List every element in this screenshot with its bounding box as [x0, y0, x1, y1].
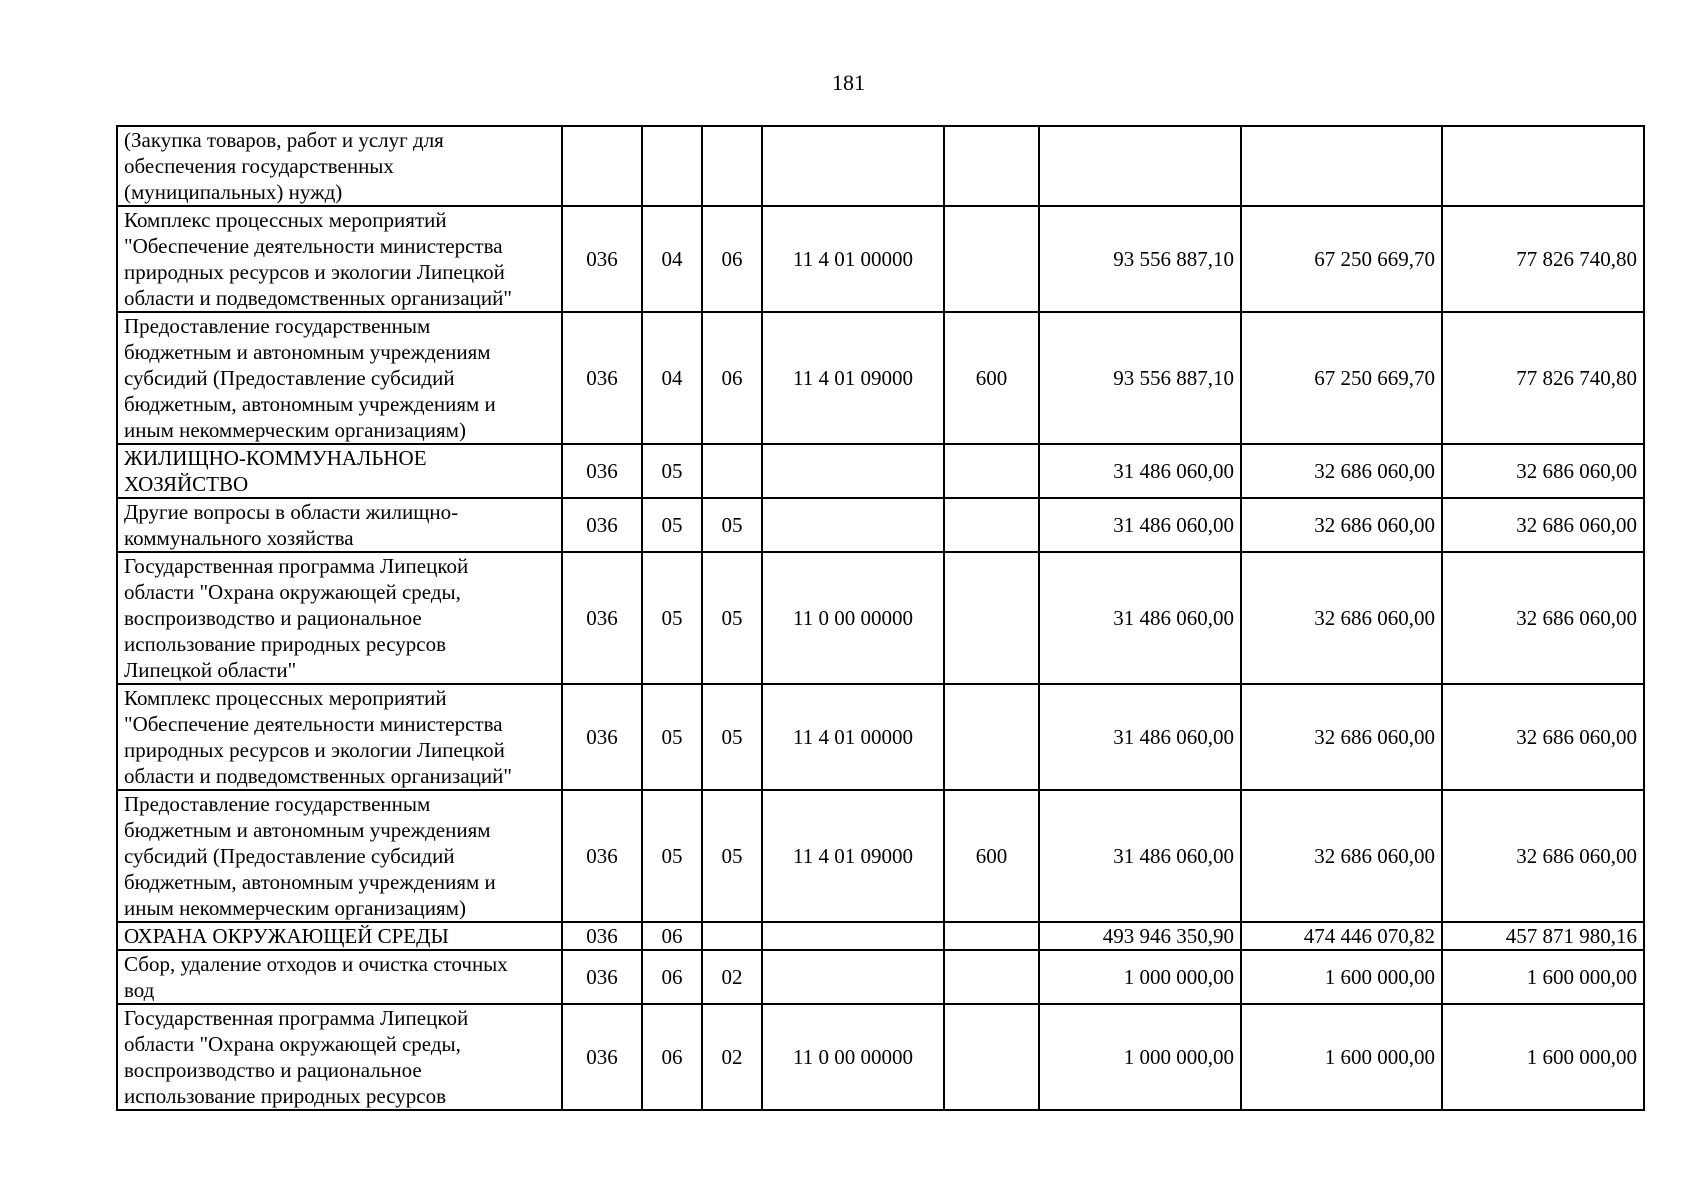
ministry-code-cell — [562, 126, 642, 206]
ministry-code-cell: 036 — [562, 1004, 642, 1110]
ministry-code-cell: 036 — [562, 790, 642, 922]
row-name-cell: Предоставление государственным бюджетным и автономным учреждениям субсидий (Предоставление субсидий бюджетным, автономным учреждениям и иным некоммерческим организациям) — [117, 790, 562, 922]
expense-type-cell — [944, 552, 1039, 684]
amount-year1-cell: 31 486 060,00 — [1039, 790, 1241, 922]
expense-type-cell — [944, 1004, 1039, 1110]
amount-year3-cell: 32 686 060,00 — [1442, 552, 1644, 684]
amount-year1-cell: 493 946 350,90 — [1039, 922, 1241, 950]
ministry-code-cell: 036 — [562, 498, 642, 552]
ministry-code-cell: 036 — [562, 206, 642, 312]
amount-year2-cell: 32 686 060,00 — [1241, 498, 1442, 552]
row-name-cell: ЖИЛИЩНО-КОММУНАЛЬНОЕ ХОЗЯЙСТВО — [117, 444, 562, 498]
amount-year2-cell: 1 600 000,00 — [1241, 1004, 1442, 1110]
target-article-cell — [762, 950, 944, 1004]
table-row — [117, 126, 1644, 206]
amount-year2-cell: 32 686 060,00 — [1241, 790, 1442, 922]
target-article-cell: 11 0 00 00000 — [762, 1004, 944, 1110]
row-name-cell: Комплекс процессных мероприятий "Обеспечение деятельности министерства природных ресурсов и экологии Липецкой области и подведомственных организаций" — [117, 684, 562, 790]
amount-year3-cell: 77 826 740,80 — [1442, 312, 1644, 444]
target-article-cell — [762, 498, 944, 552]
row-name-cell: Государственная программа Липецкой области "Охрана окружающей среды, воспроизводство и рациональное использование природных ресурсов Липецкой области" — [117, 552, 562, 684]
amount-year2-cell: 32 686 060,00 — [1241, 684, 1442, 790]
table-row — [117, 684, 1644, 790]
subsection-code-cell: 05 — [702, 498, 762, 552]
row-name-cell: Сбор, удаление отходов и очистка сточных вод — [117, 950, 562, 1004]
amount-year1-cell: 31 486 060,00 — [1039, 444, 1241, 498]
amount-year2-cell: 67 250 669,70 — [1241, 312, 1442, 444]
target-article-cell: 11 0 00 00000 — [762, 552, 944, 684]
section-code-cell: 04 — [642, 312, 702, 444]
section-code-cell: 06 — [642, 922, 702, 950]
table-row — [117, 444, 1644, 498]
amount-year3-cell — [1442, 126, 1644, 206]
subsection-code-cell: 02 — [702, 950, 762, 1004]
subsection-code-cell: 06 — [702, 206, 762, 312]
table-row — [117, 206, 1644, 312]
page-number: 181 — [832, 70, 865, 95]
expense-type-cell — [944, 206, 1039, 312]
subsection-code-cell: 05 — [702, 552, 762, 684]
amount-year3-cell: 32 686 060,00 — [1442, 790, 1644, 922]
amount-year3-cell: 1 600 000,00 — [1442, 1004, 1644, 1110]
table-row — [117, 922, 1644, 950]
ministry-code-cell: 036 — [562, 922, 642, 950]
expense-type-cell — [944, 922, 1039, 950]
expense-type-cell: 600 — [944, 312, 1039, 444]
target-article-cell: 11 4 01 09000 — [762, 790, 944, 922]
section-code-cell: 06 — [642, 950, 702, 1004]
amount-year1-cell: 93 556 887,10 — [1039, 206, 1241, 312]
amount-year3-cell: 77 826 740,80 — [1442, 206, 1644, 312]
amount-year1-cell — [1039, 126, 1241, 206]
subsection-code-cell: 05 — [702, 790, 762, 922]
amount-year1-cell: 31 486 060,00 — [1039, 684, 1241, 790]
amount-year1-cell: 1 000 000,00 — [1039, 950, 1241, 1004]
row-name-cell: ОХРАНА ОКРУЖАЮЩЕЙ СРЕДЫ — [117, 922, 562, 950]
row-name-cell: Комплекс процессных мероприятий "Обеспечение деятельности министерства природных ресурсов и экологии Липецкой области и подведомственных организаций" — [117, 206, 562, 312]
subsection-code-cell: 02 — [702, 1004, 762, 1110]
table-row — [117, 790, 1644, 922]
row-name-cell: Другие вопросы в области жилищно- коммунального хозяйства — [117, 498, 562, 552]
amount-year3-cell: 32 686 060,00 — [1442, 498, 1644, 552]
expense-type-cell — [944, 498, 1039, 552]
table-row — [117, 950, 1644, 1004]
row-name-cell: Предоставление государственным бюджетным и автономным учреждениям субсидий (Предоставление субсидий бюджетным, автономным учреждениям и иным некоммерческим организациям) — [117, 312, 562, 444]
section-code-cell — [642, 126, 702, 206]
amount-year1-cell: 1 000 000,00 — [1039, 1004, 1241, 1110]
expense-type-cell — [944, 950, 1039, 1004]
amount-year1-cell: 31 486 060,00 — [1039, 552, 1241, 684]
amount-year2-cell — [1241, 126, 1442, 206]
row-name-cell: Государственная программа Липецкой области "Охрана окружающей среды, воспроизводство и рациональное использование природных ресурсов — [117, 1004, 562, 1110]
section-code-cell: 06 — [642, 1004, 702, 1110]
ministry-code-cell: 036 — [562, 312, 642, 444]
ministry-code-cell: 036 — [562, 950, 642, 1004]
ministry-code-cell: 036 — [562, 552, 642, 684]
subsection-code-cell: 06 — [702, 312, 762, 444]
amount-year1-cell: 31 486 060,00 — [1039, 498, 1241, 552]
target-article-cell: 11 4 01 09000 — [762, 312, 944, 444]
amount-year2-cell: 1 600 000,00 — [1241, 950, 1442, 1004]
target-article-cell — [762, 444, 944, 498]
subsection-code-cell — [702, 126, 762, 206]
subsection-code-cell — [702, 922, 762, 950]
target-article-cell: 11 4 01 00000 — [762, 684, 944, 790]
section-code-cell: 05 — [642, 444, 702, 498]
expense-type-cell — [944, 444, 1039, 498]
amount-year3-cell: 32 686 060,00 — [1442, 684, 1644, 790]
amount-year3-cell: 1 600 000,00 — [1442, 950, 1644, 1004]
ministry-code-cell: 036 — [562, 444, 642, 498]
target-article-cell: 11 4 01 00000 — [762, 206, 944, 312]
expense-type-cell — [944, 126, 1039, 206]
table-row — [117, 1004, 1644, 1110]
amount-year2-cell: 474 446 070,82 — [1241, 922, 1442, 950]
expense-type-cell — [944, 684, 1039, 790]
subsection-code-cell — [702, 444, 762, 498]
row-name-cell: (Закупка товаров, работ и услуг для обеспечения государственных (муниципальных) нужд) — [117, 126, 562, 206]
section-code-cell: 04 — [642, 206, 702, 312]
table-row — [117, 312, 1644, 444]
amount-year3-cell: 32 686 060,00 — [1442, 444, 1644, 498]
amount-year3-cell: 457 871 980,16 — [1442, 922, 1644, 950]
amount-year2-cell: 32 686 060,00 — [1241, 552, 1442, 684]
budget-table — [116, 125, 1645, 1111]
table-row — [117, 498, 1644, 552]
ministry-code-cell: 036 — [562, 684, 642, 790]
amount-year1-cell: 93 556 887,10 — [1039, 312, 1241, 444]
expense-type-cell: 600 — [944, 790, 1039, 922]
target-article-cell — [762, 126, 944, 206]
subsection-code-cell: 05 — [702, 684, 762, 790]
section-code-cell: 05 — [642, 684, 702, 790]
section-code-cell: 05 — [642, 498, 702, 552]
amount-year2-cell: 67 250 669,70 — [1241, 206, 1442, 312]
amount-year2-cell: 32 686 060,00 — [1241, 444, 1442, 498]
section-code-cell: 05 — [642, 790, 702, 922]
target-article-cell — [762, 922, 944, 950]
section-code-cell: 05 — [642, 552, 702, 684]
table-row — [117, 552, 1644, 684]
